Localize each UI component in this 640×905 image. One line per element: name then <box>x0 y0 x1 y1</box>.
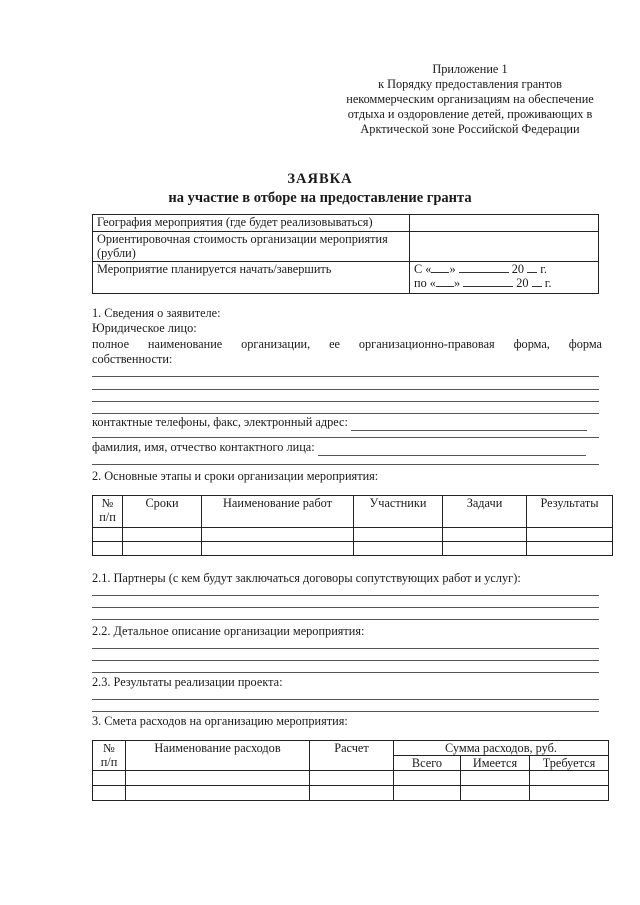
budget-col-sum-header: Сумма расходов, руб. <box>394 741 609 756</box>
table-row[interactable] <box>93 786 609 801</box>
col-number: № п/п <box>93 496 123 528</box>
appendix-line: Арктической зоне Российской Федерации <box>360 122 580 136</box>
contact-person-line[interactable] <box>92 464 599 465</box>
col-participants: Участники <box>354 496 443 528</box>
contact-person-row <box>92 440 586 456</box>
section22-heading: 2.2. Детальное описание организации мероприятия: <box>92 624 365 638</box>
section2-heading: 2. Основные этапы и сроки организации мероприятия: <box>92 469 379 483</box>
results-line[interactable] <box>92 699 599 700</box>
col-terms: Сроки <box>123 496 202 528</box>
description-line[interactable] <box>92 660 599 661</box>
document-subtitle: на участие в отборе на предоставление гранта <box>168 190 472 206</box>
end-year-field[interactable] <box>532 286 542 287</box>
budget-col-have: Имеется <box>461 756 530 771</box>
contacts-row <box>92 415 587 431</box>
budget-col-calc: Расчет <box>310 741 394 771</box>
cost-label: Ориентировочная стоимость организации мероприятия (рубли) <box>93 232 410 262</box>
budget-table <box>92 740 609 801</box>
stages-table <box>92 495 613 556</box>
section3-heading: 3. Смета расходов на организацию мероприятия: <box>92 714 348 728</box>
event-info-table <box>92 214 599 294</box>
start-day-field[interactable] <box>431 272 449 273</box>
contact-person-label: фамилия, имя, отчество контактного лица: <box>92 440 315 454</box>
description-line[interactable] <box>92 648 599 649</box>
col-results: Результаты <box>527 496 613 528</box>
fullname-line[interactable] <box>92 389 599 390</box>
fullname-label-cont: собственности: <box>92 352 173 366</box>
budget-col-need: Требуется <box>530 756 609 771</box>
section23-heading: 2.3. Результаты реализации проекта: <box>92 675 283 689</box>
appendix-line: Приложение 1 <box>432 62 508 76</box>
table-row[interactable] <box>93 528 613 542</box>
col-works: Наименование работ <box>202 496 354 528</box>
partners-line[interactable] <box>92 595 599 596</box>
geography-label: География мероприятия (где будет реализовываться) <box>93 215 410 232</box>
partners-line[interactable] <box>92 607 599 608</box>
end-day-field[interactable] <box>436 286 454 287</box>
section1-heading: 1. Сведения о заявителе: <box>92 306 221 320</box>
start-year-field[interactable] <box>527 272 537 273</box>
section21-heading: 2.1. Партнеры (с кем будут заключаться договоры сопутствующих работ и услуг): <box>92 571 521 585</box>
fullname-line[interactable] <box>92 401 599 402</box>
contacts-field[interactable] <box>351 415 587 431</box>
appendix-header <box>325 62 615 137</box>
fullname-line[interactable] <box>92 413 599 414</box>
legal-entity-label: Юридическое лицо: <box>92 321 197 335</box>
cost-value[interactable] <box>410 232 599 262</box>
table-row[interactable] <box>93 771 609 786</box>
dates-value[interactable]: С « » 20 г. по « » 20 г. <box>410 262 599 294</box>
partners-line[interactable] <box>92 619 599 620</box>
appendix-line: отдыха и оздоровление детей, проживающих в <box>347 107 593 121</box>
end-month-field[interactable] <box>463 286 513 287</box>
document-title: ЗАЯВКА <box>287 171 353 187</box>
appendix-line: некоммерческим организациям на обеспечение <box>346 92 594 106</box>
budget-col-total: Всего <box>394 756 461 771</box>
results-line[interactable] <box>92 711 599 712</box>
contacts-line[interactable] <box>92 437 599 438</box>
table-row[interactable] <box>93 542 613 556</box>
col-tasks: Задачи <box>443 496 527 528</box>
description-line[interactable] <box>92 672 599 673</box>
contact-person-field[interactable] <box>318 440 586 456</box>
dates-label: Мероприятие планируется начать/завершить <box>93 262 410 294</box>
budget-col-number: № п/п <box>93 741 126 771</box>
geography-value[interactable] <box>410 215 599 232</box>
appendix-line: к Порядку предоставления грантов <box>378 77 562 91</box>
start-month-field[interactable] <box>459 272 509 273</box>
budget-col-name: Наименование расходов <box>126 741 310 771</box>
fullname-label: полное наименование организации, ее организационно-правовая форма, форма <box>92 337 602 351</box>
fullname-line[interactable] <box>92 376 599 377</box>
contacts-label: контактные телефоны, факс, электронный адрес: <box>92 415 348 429</box>
